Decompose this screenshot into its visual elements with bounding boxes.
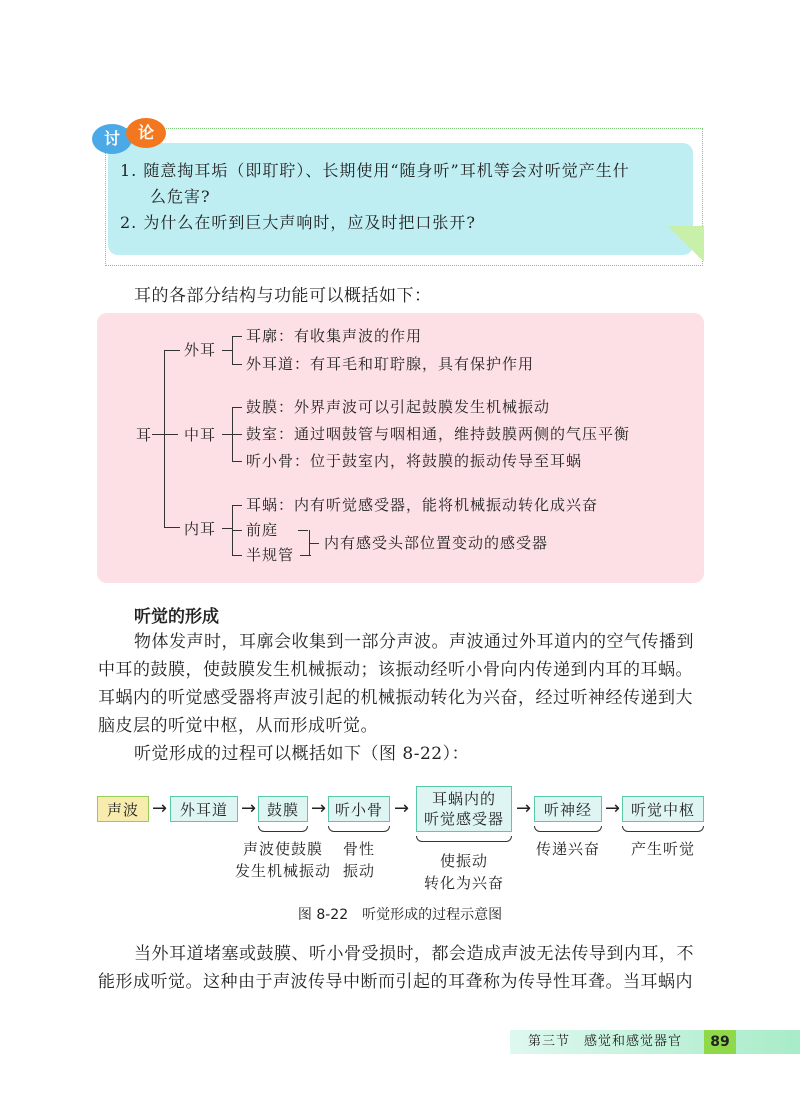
flow-arrow-6: → — [605, 798, 621, 819]
para-line-3: 耳蜗内的听觉感受器将声波引起的机械振动转化为兴奋，经过听神经传递到大 — [98, 688, 693, 708]
flow-arrow-4: → — [394, 798, 410, 819]
question-1-line1: 1. 随意掏耳垢（即耵聍）、长期使用“随身听”耳机等会对听觉产生什 — [120, 161, 630, 180]
page-number: 89 — [704, 1030, 736, 1054]
middle-tick-2 — [232, 434, 242, 435]
caption-cochlea-2: 转化为兴奋 — [423, 874, 504, 892]
flow-arrow-3: → — [311, 798, 327, 819]
outer-bracket — [232, 336, 233, 364]
outer-connector — [164, 350, 180, 351]
middle-item-eardrum: 鼓膜：外界声波可以引起鼓膜发生机械振动 — [246, 398, 551, 416]
figure-caption: 图 8-22 听觉形成的过程示意图 — [297, 907, 503, 923]
flow-box-ear-canal: 外耳道 — [170, 796, 238, 822]
brace-nerve — [534, 826, 602, 832]
flow-box-eardrum: 鼓膜 — [258, 796, 308, 822]
middle-item-cavity: 鼓室：通过咽鼓管与咽相通，维持鼓膜两侧的气压平衡 — [246, 425, 631, 443]
flow-box-auditory-center: 听觉中枢 — [622, 796, 704, 822]
outer-item-canal: 外耳道：有耳毛和耵聍腺，具有保护作用 — [246, 355, 535, 373]
caption-eardrum-2: 发生机械振动 — [234, 862, 331, 880]
flow-box-sound-wave: 声波 — [97, 796, 149, 822]
outer-tick-2 — [232, 364, 242, 365]
inner-item-cochlea: 耳蜗：内有听觉感受器，能将机械振动转化成兴奋 — [246, 496, 599, 514]
inner-tick-2 — [232, 530, 242, 531]
inner-ear-label: 内耳 — [184, 520, 217, 538]
discussion-badge-1: 讨 — [92, 124, 132, 154]
caption-ossicle-2: 振动 — [342, 862, 375, 880]
outer-branch — [222, 350, 232, 351]
middle-tick-1 — [232, 407, 242, 408]
inner-item-canals: 半规管 — [246, 546, 295, 564]
flow-box-auditory-nerve: 听神经 — [534, 796, 602, 822]
inner-tick-1 — [232, 505, 242, 506]
discussion-badge-2: 论 — [126, 118, 166, 148]
para-line-4: 脑皮层的听觉中枢，从而形成听觉。 — [98, 716, 378, 736]
flow-arrow-1: → — [152, 798, 168, 819]
caption-cochlea-1: 使振动 — [439, 852, 488, 870]
outer-ear-label: 外耳 — [184, 341, 217, 359]
root-ear: 耳 — [136, 426, 153, 444]
inner-shared-note: 内有感受头部位置变动的感受器 — [324, 534, 549, 552]
brace-eardrum — [258, 826, 308, 832]
caption-ossicle-1: 骨性 — [342, 840, 375, 858]
caption-eardrum-1: 声波使鼓膜 — [242, 840, 323, 858]
brace-ossicles — [328, 826, 390, 832]
caption-nerve: 传递兴奋 — [535, 840, 600, 858]
inner-tick-3 — [232, 555, 242, 556]
footer-section-label: 第三节 感觉和感觉器官 — [528, 1034, 683, 1049]
inner-branch — [222, 528, 232, 529]
inner-item-vestibule: 前庭 — [246, 521, 279, 539]
root-bracket — [164, 350, 165, 528]
flow-arrow-5: → — [516, 798, 532, 819]
flow-box-cochlea-line1: 耳蜗内的 — [431, 790, 496, 808]
middle-ear-label: 中耳 — [184, 426, 217, 444]
middle-item-ossicles: 听小骨：位于鼓室内，将鼓膜的振动传导至耳蜗 — [246, 452, 583, 470]
outer-item-pinna: 耳廓：有收集声波的作用 — [246, 327, 423, 345]
flow-box-cochlea-receptor — [416, 786, 512, 832]
closing-line-1: 当外耳道堵塞或鼓膜、听小骨受损时，都会造成声波无法传导到内耳，不 — [134, 944, 694, 964]
para-line-2: 中耳的鼓膜，使鼓膜发生机械振动；该振动经听小骨向内传递到内耳的耳蜗。 — [98, 660, 693, 680]
outer-tick-1 — [232, 336, 242, 337]
shared-branch — [309, 543, 319, 544]
process-intro: 听觉形成的过程可以概括如下（图 8-22）： — [134, 744, 470, 764]
shared-tick-1 — [298, 530, 308, 531]
flow-arrow-2: → — [241, 798, 257, 819]
closing-line-2: 能形成听觉。这种由于声波传导中断而引起的耳聋称为传导性耳聋。当耳蜗内 — [98, 972, 693, 992]
caption-center: 产生听觉 — [630, 840, 695, 858]
flow-box-cochlea-line2: 听觉感受器 — [423, 810, 504, 828]
question-2: 2. 为什么在听到巨大声响时，应及时把口张开? — [120, 213, 476, 232]
middle-tick-3 — [232, 461, 242, 462]
inner-connector — [164, 527, 180, 528]
para-line-1: 物体发声时，耳廓会收集到一部分声波。声波通过外耳道内的空气传播到 — [134, 632, 694, 652]
question-1-line2: 么危害? — [150, 187, 211, 206]
flow-box-ossicles: 听小骨 — [328, 796, 390, 822]
section-heading: 听觉的形成 — [134, 607, 219, 627]
middle-branch — [222, 434, 232, 435]
brace-center — [622, 826, 704, 832]
brace-cochlea — [416, 836, 512, 842]
page-fold-decoration — [668, 226, 704, 262]
root-connector — [152, 434, 178, 435]
shared-dot — [310, 555, 311, 556]
structure-intro: 耳的各部分结构与功能可以概括如下： — [134, 286, 432, 306]
